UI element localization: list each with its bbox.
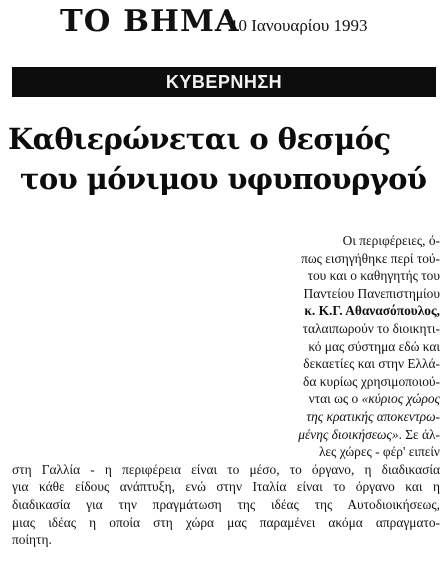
article-line: διαδικασία για την πραγμάτωση της ιδέας της Αυτοδιοικήσεως, <box>12 496 440 512</box>
article-line: μιας ιδέας η οποία στη χώρα μας παραμένει ακόμα απραγματο- <box>12 514 440 530</box>
article-line: Οι περιφέρειες, ό- <box>342 233 440 248</box>
article-line: για κάθε είδους ανάπτυξη, ενώ στην Ιταλία είναι το όργανο και η <box>12 479 440 495</box>
headline-line-2: του μόνιμου υφυπουργού <box>20 162 427 196</box>
article-line: κό μας σύστημα εδώ και <box>308 338 440 354</box>
headline-line-1: Καθιερώνεται ο θεσμός <box>8 122 391 156</box>
article-line: λες χώρες - φέρ' ειπείν <box>318 444 440 460</box>
article-line: του και ο καθηγητής του <box>307 268 440 284</box>
article-line <box>244 426 440 444</box>
article-line-part: κ. <box>304 303 319 319</box>
article-line: στη Γαλλία - η περιφέρεια είναι το μέσο, το όργανο, η διαδικασία <box>12 461 440 477</box>
article-headline <box>8 119 438 199</box>
masthead <box>60 4 440 44</box>
article-line-part: . Σε άλ- <box>398 426 440 442</box>
publication-date: 10 Ιανουαρίου 1993 <box>230 16 368 35</box>
section-banner <box>12 67 436 97</box>
section-label: ΚΥΒΕΡΝΗΣΗ <box>165 71 283 92</box>
newspaper-name: ΤΟ ΒΗΜΑ <box>60 4 240 39</box>
quoted-phrase: «κύριος χώρος <box>361 391 440 407</box>
article-line: ταλαιπωρούν το διοικητι- <box>302 320 440 336</box>
article-line: δα κυρίως χρησιμοποιού- <box>303 373 440 389</box>
article-body <box>12 232 440 582</box>
article-line-part: νται ως ο <box>308 391 362 407</box>
quoted-phrase: μένης διοικήσεως» <box>298 426 399 442</box>
article-line <box>244 390 440 408</box>
article-line: ποίητη. <box>12 532 52 548</box>
article-line <box>244 302 440 320</box>
article-line: Παντείου Πανεπιστημίου <box>303 285 440 301</box>
article-line: της κρατικής αποκεντρω- <box>306 408 440 424</box>
author-name: Κ.Γ. Αθανασόπουλος, <box>318 303 440 319</box>
article-line: δεκαετίες και στην Ελλά- <box>303 356 440 372</box>
article-line: πως εισηγήθηκε περί τού- <box>301 250 440 266</box>
